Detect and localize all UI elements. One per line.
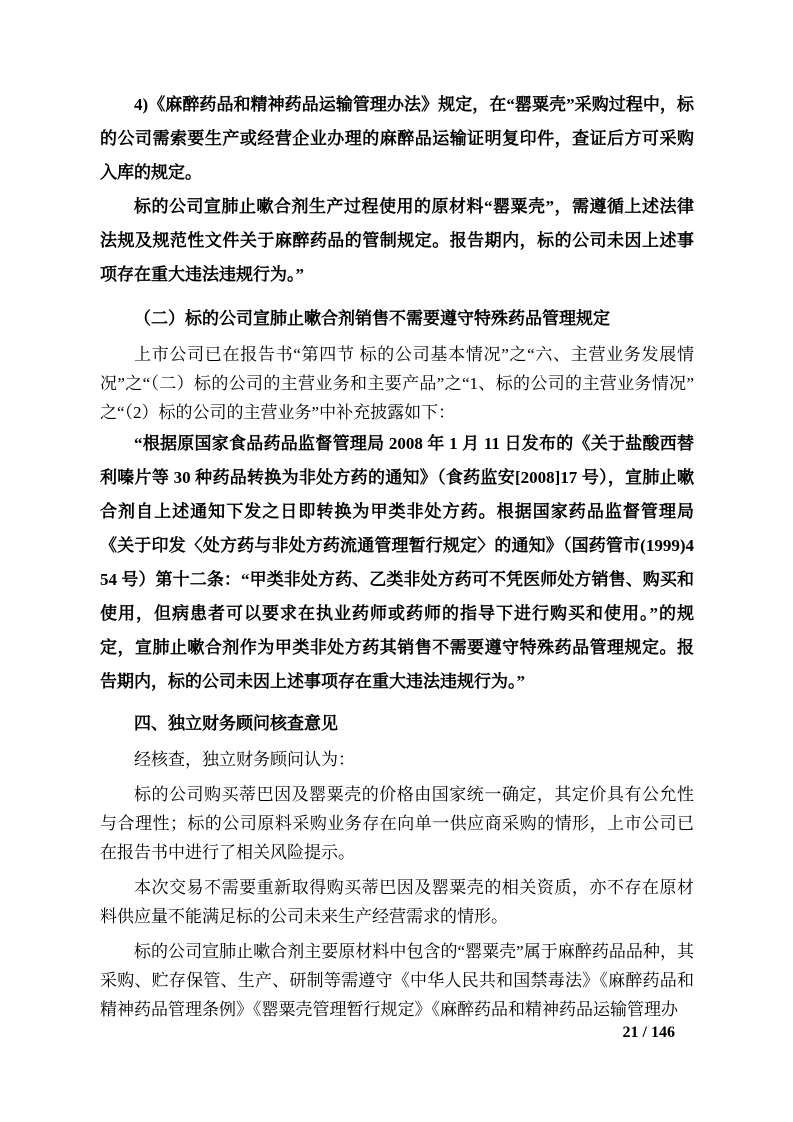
- document-body: [100, 88, 694, 1024]
- paragraph: 标的公司购买蒂巴因及罂粟壳的价格由国家统一确定，其定价具有公允性与合理性；标的公司原料采购业务存在向单一供应商采购的情形，上市公司已在报告书中进行了相关风险提示。: [100, 785, 694, 862]
- quoted-paragraph: 标的公司宣肺止嗽合剂生产过程使用的原材料“罂粟壳”，需遵循上述法律法规及规范性文件关于麻醉药品的管制规定。报告期内，标的公司未因上述事项存在重大违法违规行为。”: [100, 197, 694, 284]
- paragraph: 经核查，独立财务顾问认为：: [134, 750, 355, 769]
- page-number: 21 / 146: [622, 1024, 675, 1041]
- paragraph: 本次交易不需要重新取得购买蒂巴因及罂粟壳的相关资质，亦不存在原材料供应量不能满足标的公司未来生产经营需求的情形。: [100, 878, 694, 926]
- quoted-paragraph: “根据原国家食品药品监督管理局 2008 年 1 月 11 日发布的《关于盐酸西替利嗪片等 30 种药品转换为非处方药的通知》（食药监安[2008]17 号），宣肺止嗽合剂自上述通知下发之日即转换为甲类非处方药。根据国家药品监督管理局《关于印发〈处方药与非处方药流通管理暂行规定〉的通知》（国药管市(1999)454 号）第十二条：“甲类非处方药、乙类非处方药可不凭医师处方销售、购买和使用，但病患者可以要求在执业药师或药师的指导下进行购买和使用。”的规定，宣肺止嗽合剂作为甲类非处方药其销售不需要遵守特殊药品管理规定。报告期内，标的公司未因上述事项存在重大违法违规行为。”: [100, 434, 694, 691]
- paragraph: 上市公司已在报告书“第四节 标的公司基本情况”之“六、主营业务发展情况”之“（二）标的公司的主营业务和主要产品”之“1、标的公司的主营业务情况”之“（2）标的公司的主营业务”中补充披露如下：: [100, 345, 694, 422]
- section-heading-major: 四、独立财务顾问核查意见: [134, 714, 338, 733]
- paragraph: 标的公司宣肺止嗽合剂主要原材料中包含的“罂粟壳”属于麻醉药品品种，其采购、贮存保管、生产、研制等需遵守《中华人民共和国禁毒法》《麻醉药品和精神药品管理条例》《罂粟壳管理暂行规定》《麻醉药品和精神药品运输管理办: [100, 942, 694, 1019]
- section-heading-sub: （二）标的公司宣肺止嗽合剂销售不需要遵守特殊药品管理规定: [134, 309, 610, 328]
- quoted-paragraph: 4)《麻醉药品和精神药品运输管理办法》规定，在“罂粟壳”采购过程中，标的公司需索要生产或经营企业办理的麻醉品运输证明复印件，查证后方可采购入库的规定。: [100, 95, 694, 182]
